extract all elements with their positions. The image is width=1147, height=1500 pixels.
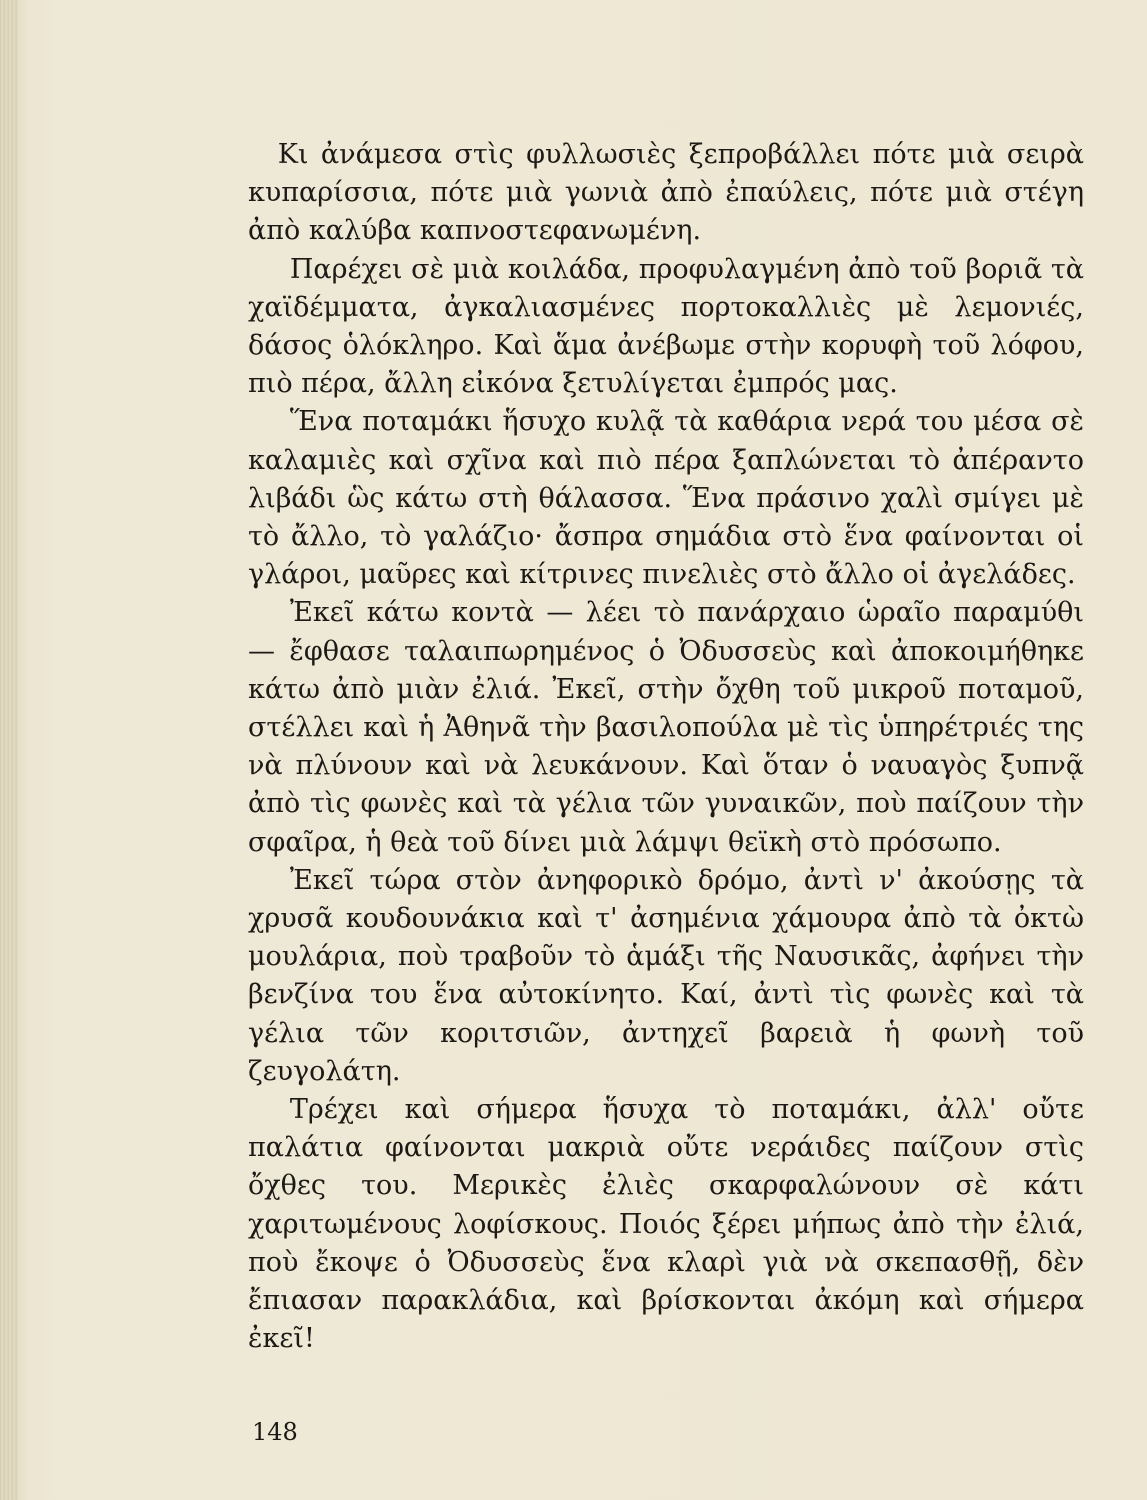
body-text [248, 136, 1084, 1359]
page-edge-shadow [0, 0, 18, 1500]
paragraph-3: Ἕνα ποταμάκι ἥσυχο κυλᾷ τὰ καθάρια νερά του μέσα σὲ καλαμιὲς καὶ σχῖνα καὶ πιὸ πέρα ξαπλώνεται τὸ ἀπέραντο λιβάδι ὣς κάτω στὴ θάλασσα. Ἕνα πράσινο χαλὶ σμίγει μὲ τὸ ἄλλο, τὸ γαλάζιο· ἄσπρα σημάδια στὸ ἕνα φαίνονται οἱ γλάροι, μαῦρες καὶ κίτρινες πινελιὲς στὸ ἄλλο οἱ ἀγελάδες. [248, 406, 1084, 591]
paragraph-2: Παρέχει σὲ μιὰ κοιλάδα, προφυλαγμένη ἀπὸ τοῦ βοριᾶ τὰ χαϊδέμματα, ἀγκαλιασμένες πορτοκαλλιὲς μὲ λεμονιές, δάσος ὁλόκληρο. Καὶ ἅμα ἀνέβωμε στὴν κορυφὴ τοῦ λόφου, πιὸ πέρα, ἄλλη εἰκόνα ξετυλίγεται ἐμπρός μας. [248, 253, 1084, 400]
paragraph-6: Τρέχει καὶ σήμερα ἥσυχα τὸ ποταμάκι, ἀλλ' οὔτε παλάτια φαίνονται μακριὰ οὔτε νεράιδες παίζουν στὶς ὄχθες του. Μερικὲς ἐλιὲς σκαρφαλώνουν σὲ κάτι χαριτωμένους λοφίσκους. Ποιός ξέρει μήπως ἀπὸ τὴν ἐλιά, ποὺ ἔκοψε ὁ Ὀδυσσεὺς ἕνα κλαρὶ γιὰ νὰ σκεπασθῇ, δὲν ἔπιασαν παρακλάδια, καὶ βρίσκονται ἀκόμη καὶ σήμερα ἐκεῖ! [248, 1094, 1084, 1355]
paragraph-4: Ἐκεῖ κάτω κοντὰ — λέει τὸ πανάρχαιο ὡραῖο παραμύθι — ἔφθασε ταλαιπωρημένος ὁ Ὀδυσσεὺς καὶ ἀποκοιμήθηκε κάτω ἀπὸ μιὰν ἐλιά. Ἐκεῖ, στὴν ὄχθη τοῦ μικροῦ ποταμοῦ, στέλλει καὶ ἡ Ἀθηνᾶ τὴν βασιλοπούλα μὲ τὶς ὑπηρέτριές της νὰ πλύνουν καὶ νὰ λευκάνουν. Καὶ ὅταν ὁ ναυαγὸς ξυπνᾷ ἀπὸ τὶς φωνὲς καὶ τὰ γέλια τῶν γυναικῶν, ποὺ παίζουν τὴν σφαῖρα, ἡ θεὰ τοῦ δίνει μιὰ λάμψι θεϊκὴ στὸ πρόσωπο. [248, 597, 1084, 858]
paragraph-5: Ἐκεῖ τώρα στὸν ἀνηφορικὸ δρόμο, ἀντὶ ν' ἀκούσῃς τὰ χρυσᾶ κουδουνάκια καὶ τ' ἀσημένια χάμουρα ἀπὸ τὰ ὀκτὼ μουλάρια, ποὺ τραβοῦν τὸ ἁμάξι τῆς Ναυσικᾶς, ἀφήνει τὴν βενζίνα του ἕνα αὐτοκίνητο. Καί, ἀντὶ τὶς φωνὲς καὶ τὰ γέλια τῶν κοριτσιῶν, ἀντηχεῖ βαρειὰ ἡ φωνὴ τοῦ ζευγολάτη. [248, 864, 1084, 1087]
paragraph-1: Κι ἀνάμεσα στὶς φυλλωσιὲς ξεπροβάλλει πότε μιὰ σειρὰ κυπαρίσσια, πότε μιὰ γωνιὰ ἀπὸ ἐπαύλεις, πότε μιὰ στέγη ἀπὸ καλύβα καπνοστεφανωμένη. [248, 139, 1084, 247]
page-number: 148 [252, 1418, 298, 1446]
